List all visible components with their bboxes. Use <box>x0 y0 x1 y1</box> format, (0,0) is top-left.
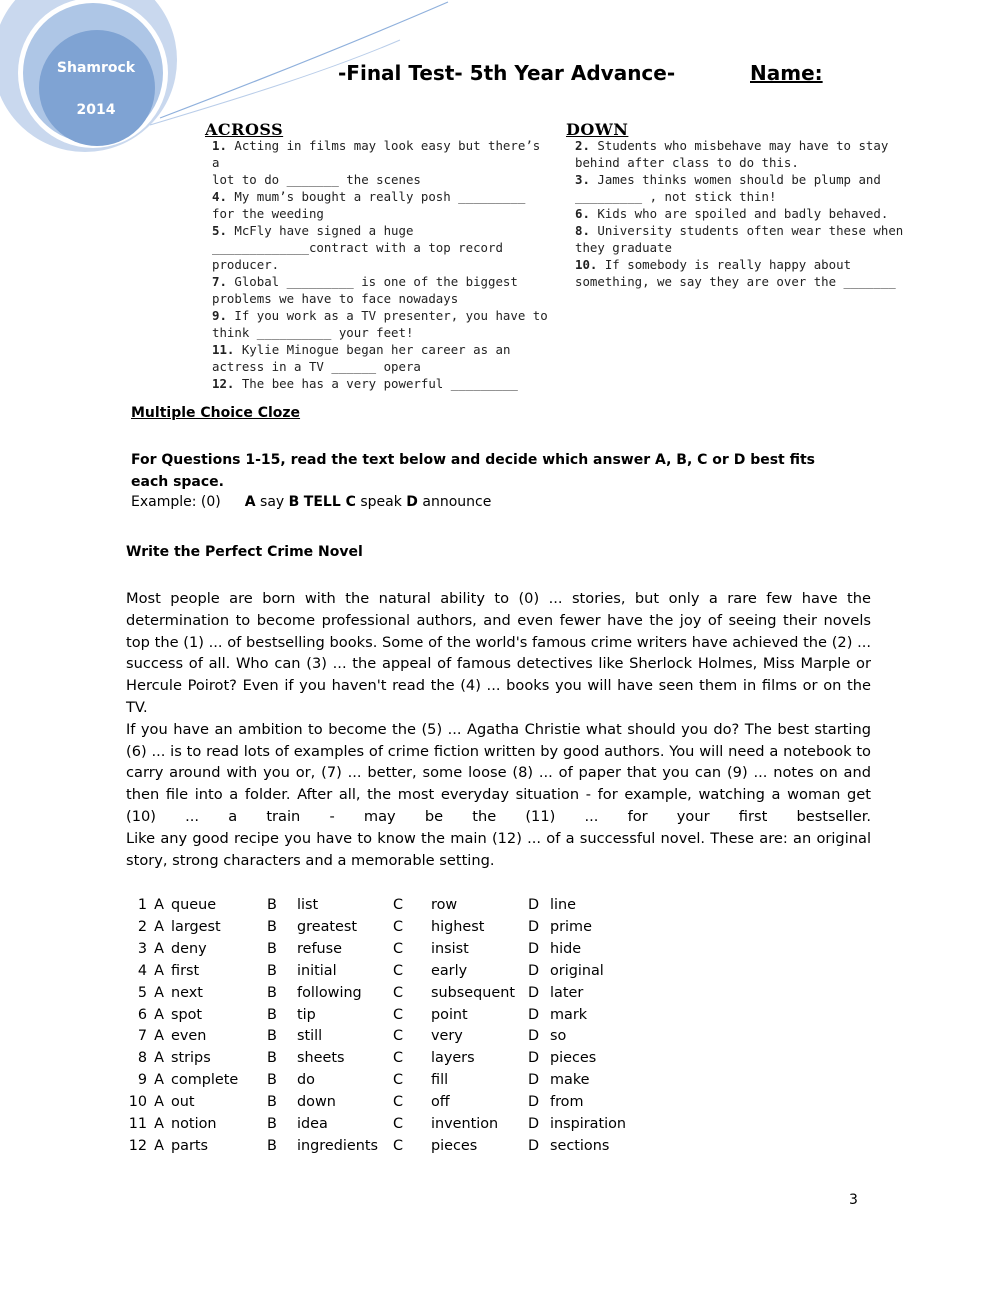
clue-text: My mum’s bought a really posh _________ for the weeding <box>212 189 526 221</box>
clue-text: University students often wear these when they graduate <box>575 223 904 255</box>
clue-text: Global _________ is one of the biggest problems we have to face nowadays <box>212 274 518 306</box>
article-title: Write the Perfect Crime Novel <box>126 544 363 560</box>
option-letter: A <box>154 1094 164 1111</box>
down-clue <box>575 222 915 256</box>
across-clue <box>212 137 552 188</box>
clue-number: 5. <box>212 223 227 238</box>
table-row <box>128 1092 660 1114</box>
question-number: 10 <box>128 1094 147 1111</box>
option-letter: C <box>393 1094 404 1111</box>
option-d: mark <box>550 1006 588 1023</box>
example-prefix: Example: (0) <box>131 494 221 510</box>
example-a-letter: A <box>244 494 256 510</box>
logo-name: Shamrock <box>56 60 136 76</box>
option-a: even <box>171 1028 207 1045</box>
example-d-word: announce <box>417 494 492 510</box>
option-c: invention <box>431 1116 499 1133</box>
option-letter: A <box>154 1050 164 1067</box>
option-letter: C <box>393 962 404 979</box>
article-text <box>126 588 871 871</box>
option-letter: D <box>528 984 540 1001</box>
answer-options-table <box>128 895 660 1158</box>
article-paragraph: Most people are born with the natural ability to (0) ... stories, but only a rare few have the determination to become professional authors, and even fewer have the joy of seeing their novels top the (1) ... of bestselling books. Some of the world's famous crime writers have achieved the (2) ... success of all. Who can (3) ... the appeal of famous detectives like Sherlock Holmes, Miss Marple or Hercule Poirot? Even if you haven't read the (4) ... books you will have seen them in films or on the TV. <box>126 590 871 716</box>
clue-number: 10. <box>575 257 598 272</box>
clue-number: 4. <box>212 189 227 204</box>
option-c: insist <box>431 940 469 957</box>
option-letter: B <box>267 940 277 957</box>
clue-number: 1. <box>212 138 227 153</box>
question-number: 8 <box>137 1050 147 1067</box>
option-letter: A <box>154 1116 164 1133</box>
example-a-word: say <box>255 494 289 510</box>
option-a: largest <box>171 918 221 935</box>
option-b: still <box>297 1028 323 1045</box>
option-letter: D <box>528 1137 540 1154</box>
question-number: 2 <box>137 918 147 935</box>
clue-number: 3. <box>575 172 590 187</box>
question-number: 1 <box>137 897 147 913</box>
option-letter: D <box>528 897 540 913</box>
option-b: following <box>297 984 362 1001</box>
across-clues <box>212 137 552 392</box>
option-letter: B <box>267 1072 277 1089</box>
option-letter: C <box>393 1116 404 1133</box>
table-row <box>128 1136 660 1158</box>
logo-year: 2014 <box>76 102 116 118</box>
clue-number: 9. <box>212 308 227 323</box>
clue-text: James thinks women should be plump and _________ , not stick thin! <box>575 172 881 204</box>
option-letter: C <box>393 1050 404 1067</box>
option-letter: A <box>154 940 164 957</box>
across-clue <box>212 222 552 273</box>
option-d: original <box>550 962 604 979</box>
down-clue <box>575 205 915 222</box>
option-letter: C <box>393 918 404 935</box>
option-letter: B <box>267 962 277 979</box>
option-c: pieces <box>431 1137 478 1154</box>
option-letter: B <box>267 1137 277 1154</box>
example-b-letter: B <box>288 494 300 510</box>
option-c: point <box>431 1006 468 1023</box>
option-c: layers <box>431 1050 475 1067</box>
option-letter: A <box>154 1028 164 1045</box>
option-d: so <box>550 1028 567 1045</box>
option-b: do <box>297 1072 315 1089</box>
logo-inner-circle <box>39 30 155 146</box>
option-d: hide <box>550 940 582 957</box>
option-c: fill <box>431 1072 449 1089</box>
option-b: down <box>297 1094 336 1111</box>
clue-text: Kids who are spoiled and badly behaved. <box>589 206 889 221</box>
option-letter: B <box>267 1006 277 1023</box>
page-title: -Final Test- 5th Year Advance- <box>338 61 676 85</box>
table-row <box>128 895 660 917</box>
option-a: queue <box>171 897 217 913</box>
option-d: from <box>550 1094 584 1111</box>
option-c: highest <box>431 918 485 935</box>
option-b: refuse <box>297 940 342 957</box>
example-c-letter: C <box>340 494 356 510</box>
option-b: list <box>297 897 319 913</box>
question-number: 6 <box>137 1006 147 1023</box>
option-d: prime <box>550 918 592 935</box>
clue-text: McFly have signed a huge _____________contract with a top record producer. <box>212 223 503 272</box>
table-row <box>128 917 660 939</box>
across-clue <box>212 188 552 222</box>
table-row <box>128 1048 660 1070</box>
clue-text: Students who misbehave may have to stay behind after class to do this. <box>575 138 889 170</box>
name-label: Name: <box>750 61 823 85</box>
option-letter: A <box>154 1137 164 1154</box>
option-letter: A <box>154 897 164 913</box>
option-a: spot <box>171 1006 203 1023</box>
option-d: pieces <box>550 1050 597 1067</box>
option-d: make <box>550 1072 590 1089</box>
table-row <box>128 1114 660 1136</box>
option-a: next <box>171 984 203 1001</box>
across-heading: ACROSS <box>205 120 284 139</box>
option-d: inspiration <box>550 1116 627 1133</box>
option-c: early <box>431 962 468 979</box>
option-letter: C <box>393 897 404 913</box>
across-clue <box>212 307 552 341</box>
down-heading: DOWN <box>566 120 629 139</box>
down-clue <box>575 171 915 205</box>
option-d: later <box>550 984 584 1001</box>
option-c: subsequent <box>431 984 515 1001</box>
question-number: 11 <box>128 1116 147 1133</box>
option-letter: B <box>267 1094 277 1111</box>
clue-number: 7. <box>212 274 227 289</box>
option-b: greatest <box>297 918 358 935</box>
option-letter: D <box>528 1028 540 1045</box>
table-row <box>128 1005 660 1027</box>
clue-text: The bee has a very powerful _________ <box>234 376 518 391</box>
across-clue <box>212 273 552 307</box>
clue-number: 12. <box>212 376 235 391</box>
table-row <box>128 1070 660 1092</box>
option-b: ingredients <box>297 1137 378 1154</box>
option-letter: D <box>528 1050 540 1067</box>
option-a: out <box>171 1094 195 1111</box>
option-letter: A <box>154 918 164 935</box>
example-line <box>131 492 491 512</box>
example-b-word: TELL <box>303 494 341 510</box>
option-letter: D <box>528 1094 540 1111</box>
question-number: 12 <box>128 1137 147 1154</box>
option-letter: D <box>528 940 540 957</box>
question-number: 3 <box>137 940 147 957</box>
option-letter: B <box>267 984 277 1001</box>
option-letter: C <box>393 1006 404 1023</box>
option-b: sheets <box>297 1050 345 1067</box>
option-b: idea <box>297 1116 328 1133</box>
option-letter: A <box>154 1006 164 1023</box>
option-d: sections <box>550 1137 610 1154</box>
option-letter: B <box>267 897 277 913</box>
down-clue <box>575 256 915 290</box>
clue-text: Acting in films may look easy but there’s a lot to do _______ the scenes <box>212 138 541 187</box>
option-letter: C <box>393 1072 404 1089</box>
page-number: 3 <box>849 1192 858 1208</box>
option-a: strips <box>171 1050 211 1067</box>
article-paragraph: If you have an ambition to become the (5) ... Agatha Christie what should you do? The best starting (6) ... is to read lots of examples of crime fiction written by good authors. You will need a notebook to carry around with you or, (7) ... better, some loose (8) ... of paper that you can (9) ... notes on and then file into a folder. After all, the most everyday situation - for example, watching a woman get (10) ... a train - may be the (11) ... for your first bestseller. <box>126 720 871 825</box>
option-letter: D <box>528 962 540 979</box>
clue-text: If you work as a TV presenter, you have to think __________ your feet! <box>212 308 548 340</box>
option-letter: D <box>528 1072 540 1089</box>
clue-text: Kylie Minogue began her career as an actress in a TV ______ opera <box>212 342 511 374</box>
option-letter: D <box>528 918 540 935</box>
article-paragraph: Like any good recipe you have to know the main (12) ... of a successful novel. These are: an original story, strong characters and a memorable setting. <box>126 829 871 869</box>
option-a: first <box>171 962 200 979</box>
option-letter: A <box>154 962 164 979</box>
option-letter: B <box>267 1050 277 1067</box>
across-clue <box>212 341 552 375</box>
option-c: very <box>431 1028 463 1045</box>
instructions: For Questions 1-15, read the text below and decide which answer A, B, C or D best fits each space. <box>131 452 816 490</box>
section-title: Multiple Choice Cloze <box>131 405 301 421</box>
question-number: 9 <box>137 1072 147 1089</box>
option-b: initial <box>297 962 337 979</box>
table-row <box>128 983 660 1005</box>
across-clue <box>212 375 552 392</box>
question-number: 5 <box>137 984 147 1001</box>
clue-number: 11. <box>212 342 235 357</box>
option-a: parts <box>171 1137 209 1154</box>
down-clue <box>575 137 915 171</box>
option-a: complete <box>171 1072 239 1089</box>
option-letter: C <box>393 1137 404 1154</box>
option-letter: A <box>154 1072 164 1089</box>
option-d: line <box>550 897 576 913</box>
option-letter: B <box>267 918 277 935</box>
option-c: row <box>431 897 458 913</box>
option-a: deny <box>171 940 207 957</box>
example-d-letter: D <box>406 494 418 510</box>
option-letter: C <box>393 1028 404 1045</box>
option-b: tip <box>297 1006 316 1023</box>
clue-number: 2. <box>575 138 590 153</box>
option-letter: D <box>528 1006 540 1023</box>
option-letter: D <box>528 1116 540 1133</box>
question-number: 7 <box>137 1028 147 1045</box>
table-row <box>128 939 660 961</box>
question-number: 4 <box>137 962 147 979</box>
table-row <box>128 961 660 983</box>
clue-text: If somebody is really happy about something, we say they are over the _______ <box>575 257 896 289</box>
clue-number: 8. <box>575 223 590 238</box>
option-a: notion <box>171 1116 217 1133</box>
table-row <box>128 1026 660 1048</box>
example-c-word: speak <box>355 494 407 510</box>
down-clues <box>575 137 915 290</box>
option-letter: C <box>393 940 404 957</box>
option-letter: C <box>393 984 404 1001</box>
clue-number: 6. <box>575 206 590 221</box>
option-letter: A <box>154 984 164 1001</box>
option-c: off <box>431 1094 450 1111</box>
logo-swoosh-line <box>160 2 448 118</box>
option-letter: B <box>267 1116 277 1133</box>
option-letter: B <box>267 1028 277 1045</box>
